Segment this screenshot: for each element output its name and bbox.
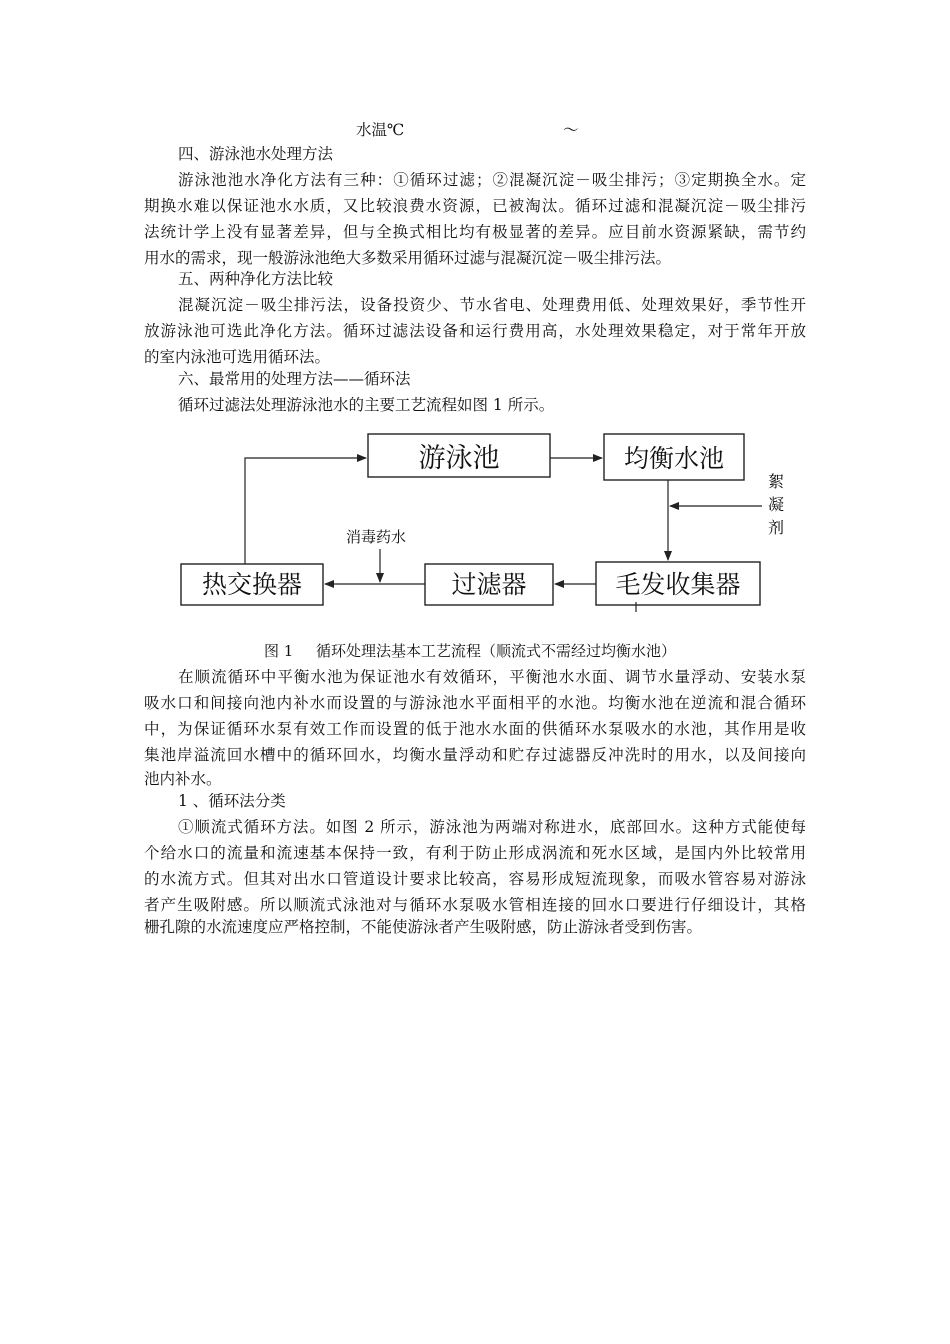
balance-para-line: 吸水口和间接向池内补水而设置的与游泳池水平面相平的水池。均衡水池在逆流和混合循环 xyxy=(144,694,806,712)
balance-para-line: 集池岸溢流回水槽中的循环回水，均衡水量浮动和贮存过滤器反冲洗时的用水，以及间接向 xyxy=(144,746,806,764)
box-hair-collector xyxy=(596,562,760,605)
disinfectant-label: 消毒药水 xyxy=(345,528,407,546)
section-4-line: 期换水难以保证池水水质，又比较浪费水资源，已被淘汰。循环过滤和混凝沉淀－吸尘排污 xyxy=(144,197,806,215)
arrow-heat-exchanger-to-pool xyxy=(245,458,366,564)
box-swimming-pool xyxy=(368,434,550,477)
section-6-heading: 六、最常用的处理方法——循环法 xyxy=(178,370,411,388)
section-4-heading: 四、游泳池水处理方法 xyxy=(178,145,334,163)
subsection-1-heading: 1 、循环法分类 xyxy=(178,792,286,810)
box-balance-tank xyxy=(604,434,744,480)
subsection-1-line: 栅孔隙的水流速度应严格控制，不能使游泳者产生吸附感，防止游泳者受到伤害。 xyxy=(144,918,703,936)
balance-para-line: 池内补水。 xyxy=(144,770,222,788)
section-5-heading: 五、两种净化方法比较 xyxy=(178,270,334,288)
svg-text:热交换器: 热交换器 xyxy=(201,570,303,599)
subsection-1-line: ①顺流式循环方法。如图 2 所示，游泳池为两端对称进水，底部回水。这种方式能使每 xyxy=(178,818,806,836)
balance-para-line: 中，为保证循环水泵有效工作而设置的低于池水水面的供循环水泵吸水的水池，其作用是收 xyxy=(144,720,806,738)
section-5-line: 放游泳池可选此净化方法。循环过滤法设备和运行费用高，水处理效果稳定，对于常年开放 xyxy=(144,322,806,340)
figure-intro: 循环过滤法处理游泳池水的主要工艺流程如图 1 所示。 xyxy=(178,396,555,414)
box-filter xyxy=(425,564,553,605)
subsection-1-line: 的水流方式。但其对出水口管道设计要求比较高，容易形成短流现象，而吸水管容易对游泳 xyxy=(144,870,806,888)
water-temp-range-tilde: ～ xyxy=(563,121,579,139)
coagulant-label-char: 剂 xyxy=(767,518,785,537)
figure-caption: 循环处理法基本工艺流程（顺流式不需经过均衡水池） xyxy=(316,642,677,660)
figure-number: 图 1 xyxy=(264,642,294,660)
section-5-line: 的室内泳池可选用循环法。 xyxy=(144,348,331,366)
balance-para-line: 在顺流循环中平衡水池为保证池水有效循环，平衡池水水面、调节水量浮动、安装水泵 xyxy=(178,668,806,686)
section-4-line: 用水的需求，现一般游泳池绝大多数采用循环过滤与混凝沉淀－吸尘排污法。 xyxy=(144,249,672,267)
box-heat-exchanger xyxy=(181,564,323,605)
svg-text:毛发收集器: 毛发收集器 xyxy=(615,570,741,599)
subsection-1-line: 者产生吸附感。所以顺流式泳池对与循环水泵吸水管相连接的回水口要进行仔细设计，其格 xyxy=(144,896,806,914)
section-5-line: 混凝沉淀－吸尘排污法，设备投资少、节水省电、处理费用低、处理效果好，季节性开 xyxy=(178,296,806,314)
coagulant-label-char: 絮 xyxy=(767,472,785,491)
svg-text:均衡水池: 均衡水池 xyxy=(623,444,725,473)
svg-text:游泳池: 游泳池 xyxy=(418,443,500,474)
subsection-1-line: 个给水口的流量和流速基本保持一致，有利于防止形成涡流和死水区域，是国内外比较常用 xyxy=(144,844,806,862)
section-4-line: 游泳池池水净化方法有三种：①循环过滤；②混凝沉淀－吸尘排污；③定期换全水。定 xyxy=(178,171,806,189)
svg-text:过滤器: 过滤器 xyxy=(451,570,527,599)
water-temp-label: 水温℃ xyxy=(356,121,405,139)
process-flow-diagram xyxy=(0,0,950,650)
section-4-line: 法统计学上没有显著差异，但与全换式相比均有极显著的差异。应目前水资源紧缺，需节约 xyxy=(144,223,806,241)
coagulant-label-char: 凝 xyxy=(767,495,785,514)
